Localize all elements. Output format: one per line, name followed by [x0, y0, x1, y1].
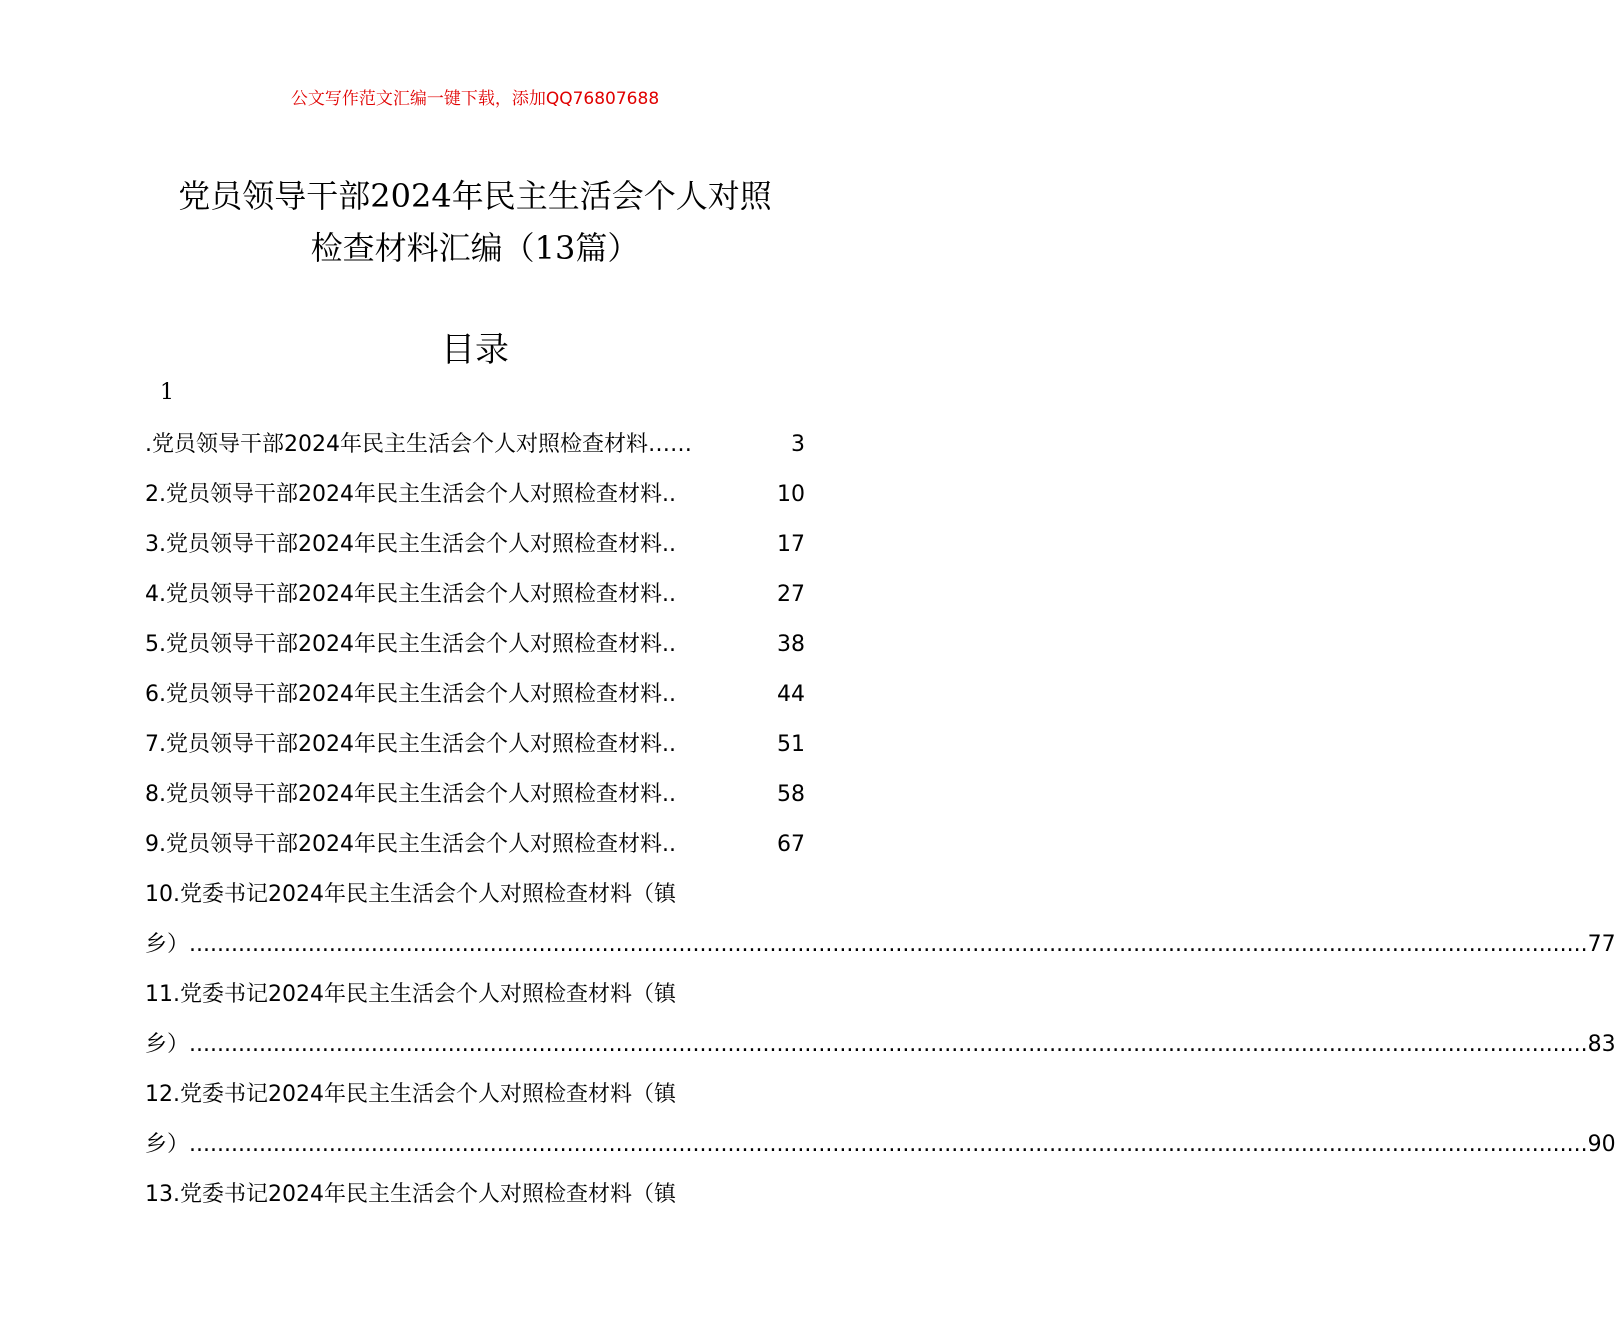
toc-entry-line1: 11.党委书记2024年民主生活会个人对照检查材料（镇	[145, 982, 676, 1007]
toc-entry-line2: 乡） ........................................................................................................................................................................................................ 83	[145, 1032, 1616, 1057]
toc-entry-line1: 10.党委书记2024年民主生活会个人对照检查材料（镇	[145, 882, 676, 907]
toc-entry: 8.党员领导干部2024年民主生活会个人对照检查材料 .. 58	[145, 782, 805, 807]
toc-entry-line1: 12.党委书记2024年民主生活会个人对照检查材料（镇	[145, 1082, 676, 1107]
toc-entry-line1: 13.党委书记2024年民主生活会个人对照检查材料（镇	[145, 1182, 676, 1207]
toc-entry: 4.党员领导干部2024年民主生活会个人对照检查材料 .. 27	[145, 582, 805, 607]
title-line-1: 党员领导干部2024年民主生活会个人对照	[178, 177, 772, 215]
toc-entry: .党员领导干部2024年民主生活会个人对照检查材料 …… 3	[145, 432, 805, 457]
toc-entry: 5.党员领导干部2024年民主生活会个人对照检查材料 .. 38	[145, 632, 805, 657]
table-of-contents	[145, 420, 1616, 1220]
toc-entry: 6.党员领导干部2024年民主生活会个人对照检查材料 .. 44	[145, 682, 805, 707]
download-banner: 公文写作范文汇编一键下载，添加QQ76807688	[290, 89, 660, 109]
toc-entry: 3.党员领导干部2024年民主生活会个人对照检查材料 .. 17	[145, 532, 805, 557]
toc-entry: 7.党员领导干部2024年民主生活会个人对照检查材料 .. 51	[145, 732, 805, 757]
toc-first-number: 1	[160, 380, 174, 405]
toc-entry: 9.党员领导干部2024年民主生活会个人对照检查材料 .. 67	[145, 832, 805, 857]
title-line-2: 检查材料汇编（13篇）	[310, 229, 640, 267]
toc-entry-line2: 乡） ........................................................................................................................................................................................................ 90	[145, 1132, 1616, 1157]
toc-heading: 目录	[441, 330, 509, 370]
document-title	[0, 170, 950, 274]
toc-entry: 2.党员领导干部2024年民主生活会个人对照检查材料 .. 10	[145, 482, 805, 507]
toc-entry-line2: 乡） ........................................................................................................................................................................................................ 77	[145, 932, 1616, 957]
